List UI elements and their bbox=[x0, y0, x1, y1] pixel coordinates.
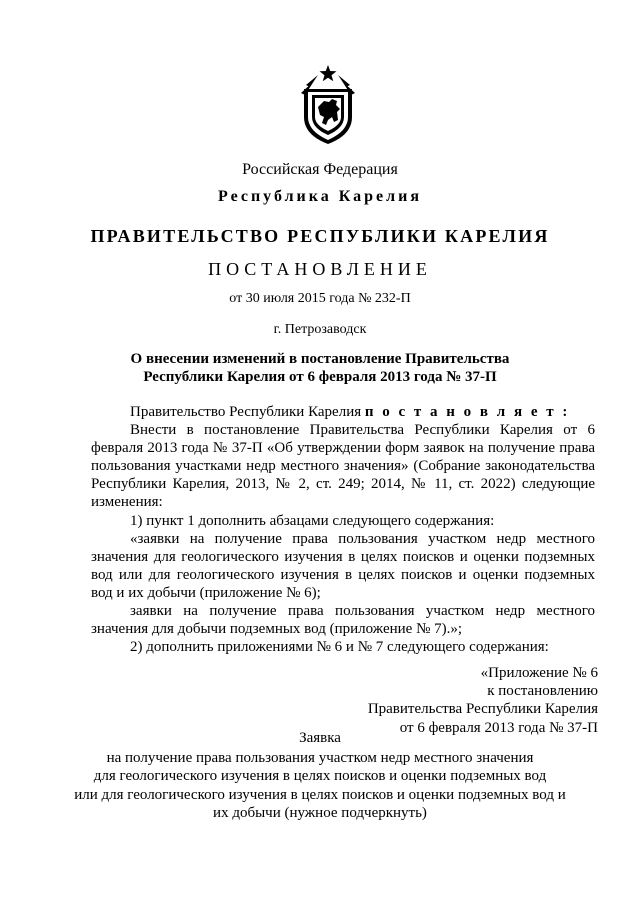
body-paragraph: 2) дополнить приложениями № 6 и № 7 следующего содержания: bbox=[130, 639, 549, 656]
federation-label: Российская Федерация bbox=[242, 161, 398, 178]
body-paragraph: «заявки на получение права пользования участком недр местного значения для геологического изучения в целях поисков и оценки подземных вод или для геологического изучения в целях поисков и оценки подземных вод и их добычи (приложение № 6); bbox=[91, 530, 595, 601]
subject-line: О внесении изменений в постановление Правительства bbox=[130, 351, 510, 367]
appendix-line: к постановлению bbox=[487, 683, 598, 700]
intro-text: Правительство Республики Карелия bbox=[130, 404, 365, 420]
coat-of-arms-icon bbox=[296, 65, 360, 145]
document-subject bbox=[0, 350, 640, 386]
republic-label: Республика Карелия bbox=[218, 188, 422, 205]
application-line: на получение права пользования участком недр местного значения bbox=[106, 750, 534, 766]
appendix-line: «Приложение № 6 bbox=[480, 665, 598, 681]
document-body bbox=[91, 403, 595, 656]
application-line: для геологического изучения в целях поисков и оценки подземных вод bbox=[93, 768, 547, 785]
application-title: Заявка bbox=[299, 730, 341, 746]
document-date: от 30 июля 2015 года № 232-П bbox=[229, 291, 411, 306]
body-paragraph: заявки на получение права пользования участком недр местного значения для добычи подземных вод (приложение № 7).»; bbox=[91, 603, 595, 638]
application-description bbox=[0, 749, 640, 822]
intro-verb: п о с т а н о в л я е т : bbox=[364, 404, 570, 420]
document-city: г. Петрозаводск bbox=[273, 322, 367, 337]
appendix-header bbox=[298, 664, 598, 737]
subject-line: Республики Карелия от 6 февраля 2013 года № 37-П bbox=[143, 369, 497, 385]
government-title: ПРАВИТЕЛЬСТВО РЕСПУБЛИКИ КАРЕЛИЯ bbox=[90, 226, 550, 246]
application-line: или для геологического изучения в целях поисков и оценки подземных вод и bbox=[74, 786, 566, 803]
application-line: их добычи (нужное подчеркнуть) bbox=[213, 804, 427, 821]
body-paragraph: Внести в постановление Правительства Республики Карелия от 6 февраля 2013 года № 37-П «Об утверждении форм заявок на получение права пользования участками недр местного значения» (Собрание законодательства Республики Карелия, 2013, № 2, ст. 249; 2014, № 11, ст. 2022) следующие изменения: bbox=[91, 422, 595, 511]
intro-paragraph bbox=[91, 403, 595, 421]
appendix-line: Правительства Республики Карелия bbox=[367, 701, 598, 718]
appendix-line: от 6 февраля 2013 года № 37-П bbox=[399, 719, 598, 736]
document-type: ПОСТАНОВЛЕНИЕ bbox=[208, 259, 432, 279]
body-paragraph: 1) пункт 1 дополнить абзацами следующего содержания: bbox=[130, 512, 495, 529]
